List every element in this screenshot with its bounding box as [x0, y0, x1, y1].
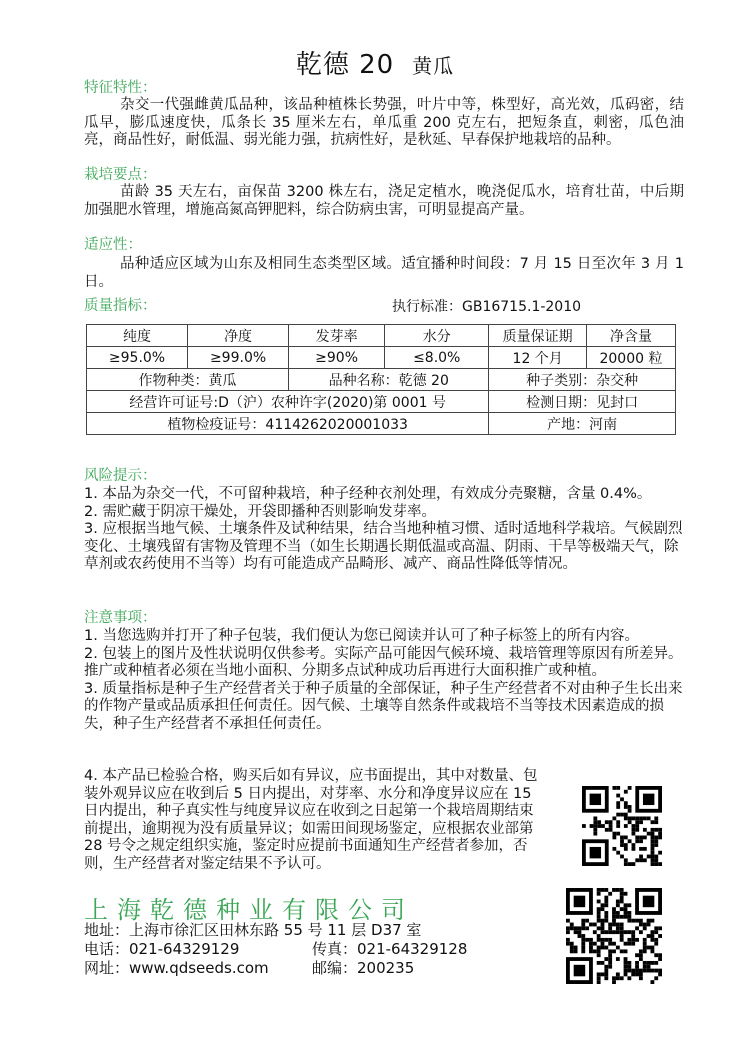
quarantine-number: 植物检疫证号：4114262020001033	[87, 413, 489, 435]
contact-row	[84, 959, 544, 978]
features-text: 杂交一代强雌黄瓜品种，该品种植株长势强，叶片中等，株型好，高光效，瓜码密，结瓜早，膨瓜速度快，瓜条长 35 厘米左右，单瓜重 200 克左右，把短条直，刺密，瓜色油亮，商品性好，耐低温、弱光能力强，抗病性好，是秋延、早春保护地栽培的品种。	[84, 97, 684, 148]
header-germination: 发芽率	[289, 325, 385, 347]
postcode: 邮编：200235	[312, 959, 415, 977]
header-moisture: 水分	[385, 325, 489, 347]
test-date: 检测日期：见封口	[489, 391, 676, 413]
cultivation-label: 栽培要点：	[84, 167, 157, 183]
title-sub: 黄瓜	[412, 54, 455, 78]
notes-list	[84, 628, 684, 733]
value-cleanliness: ≥99.0%	[188, 347, 289, 369]
risk-list	[84, 486, 684, 574]
qr-code-icon[interactable]	[582, 786, 662, 866]
notes-item-4: 4. 本产品已检验合格，购买后如有异议，应书面提出，其中对数量、包装外观异议应在收到后 5 日内提出，对芽率、水分和净度异议应在 15 日内提出，种子真实性与纯度异议应在收到之日起第一个栽培周期结束前提出，逾期视为没有质量异议；如需田间现场鉴定，应根据农业部第 28 号令之规定组织实施，鉴定时应提前书面通知生产经营者参加，否则，生产经营者对鉴定结果不予认可。	[84, 768, 538, 872]
value-warranty: 12 个月	[489, 347, 587, 369]
qr-code-icon[interactable]	[566, 888, 662, 984]
website[interactable]: 网址：www.qdseeds.com	[84, 959, 269, 977]
execution-standard: 执行标准：GB16715.1-2010	[392, 299, 582, 315]
fax: 传真：021-64329128	[312, 940, 468, 958]
table-row	[87, 325, 676, 347]
value-germination: ≥90%	[289, 347, 385, 369]
phone: 电话：021-64329129	[84, 940, 240, 958]
risk-label: 风险提示：	[84, 468, 157, 484]
crop-type: 作物种类：黄瓜	[87, 369, 289, 391]
notes-label: 注意事项：	[84, 610, 157, 626]
adaptability-label: 适应性：	[84, 237, 142, 253]
value-moisture: ≤8.0%	[385, 347, 489, 369]
origin: 产地：河南	[489, 413, 676, 435]
quality-table	[86, 324, 676, 435]
cultivation-text: 苗龄 35 天左右，亩保苗 3200 株左右，浇足定植水，晚浇促瓜水，培育壮苗，中后期加强肥水管理，增施高氮高钾肥料，综合防病虫害，可明显提高产量。	[84, 184, 684, 218]
header-cleanliness: 净度	[188, 325, 289, 347]
contact-row	[84, 940, 544, 959]
seed-type: 种子类别：杂交种	[489, 369, 676, 391]
table-row	[87, 369, 676, 391]
adaptability-text: 品种适应区域为山东及相同生态类型区域。适宜播种时间段：7 月 15 日至次年 3 月 1 日。	[84, 256, 684, 290]
table-row	[87, 347, 676, 369]
company-name: 上海乾德种业有限公司	[84, 896, 414, 924]
product-title	[0, 44, 750, 81]
license-number: 经营许可证号:D（沪）农种许字(2020)第 0001 号	[87, 391, 489, 413]
address: 地址：上海市徐汇区田林东路 55 号 11 层 D37 室	[84, 921, 422, 939]
value-net-content: 20000 粒	[586, 347, 675, 369]
header-net-content: 净含量	[586, 325, 675, 347]
header-warranty: 质量保证期	[489, 325, 587, 347]
list-item: 2. 包装上的图片及性状说明仅供参考。实际产品可能因气候环境、栽培管理等原因有所差异。推广或种植者必须在当地小面积、分期多点试种成功后再进行大面积推广或种植。	[84, 645, 683, 679]
quality-label: 质量指标：	[84, 298, 157, 314]
table-row	[87, 413, 676, 435]
title-main: 乾德 20	[295, 50, 395, 80]
value-purity: ≥95.0%	[87, 347, 188, 369]
list-item: 3. 应根据当地气候、土壤条件及试种结果，结合当地种植习惯、适时适地科学栽培。气候剧烈变化、土壤残留有害物及管理不当（如生长期遇长期低温或高温、阴雨、干旱等极端天气，除草剂或农药使用不当等）均有可能造成产品畸形、减产、商品性降低等情况。	[84, 521, 683, 572]
table-row	[87, 391, 676, 413]
variety-name: 品种名称：乾德 20	[289, 369, 489, 391]
list-item: 3. 质量指标是种子生产经营者关于种子质量的全部保证，种子生产经营者不对由种子生长出来的作物产量或品质承担任何责任。因气候、土壤等自然条件或栽培不当等技术因素造成的损失，种子生产经营者不承担任何责任。	[84, 680, 683, 732]
list-item: 1. 当您选购并打开了种子包装，我们便认为您已阅读并认可了种子标签上的所有内容。	[84, 628, 639, 644]
list-item: 2. 需贮藏于阴凉干燥处，开袋即播种否则影响发芽率。	[84, 503, 436, 520]
list-item: 1. 本品为杂交一代，不可留种栽培，种子经种衣剂处理，有效成分壳聚糖，含量 0.4%。	[84, 486, 652, 502]
header-purity: 纯度	[87, 325, 188, 347]
features-label: 特征特性：	[84, 80, 157, 96]
